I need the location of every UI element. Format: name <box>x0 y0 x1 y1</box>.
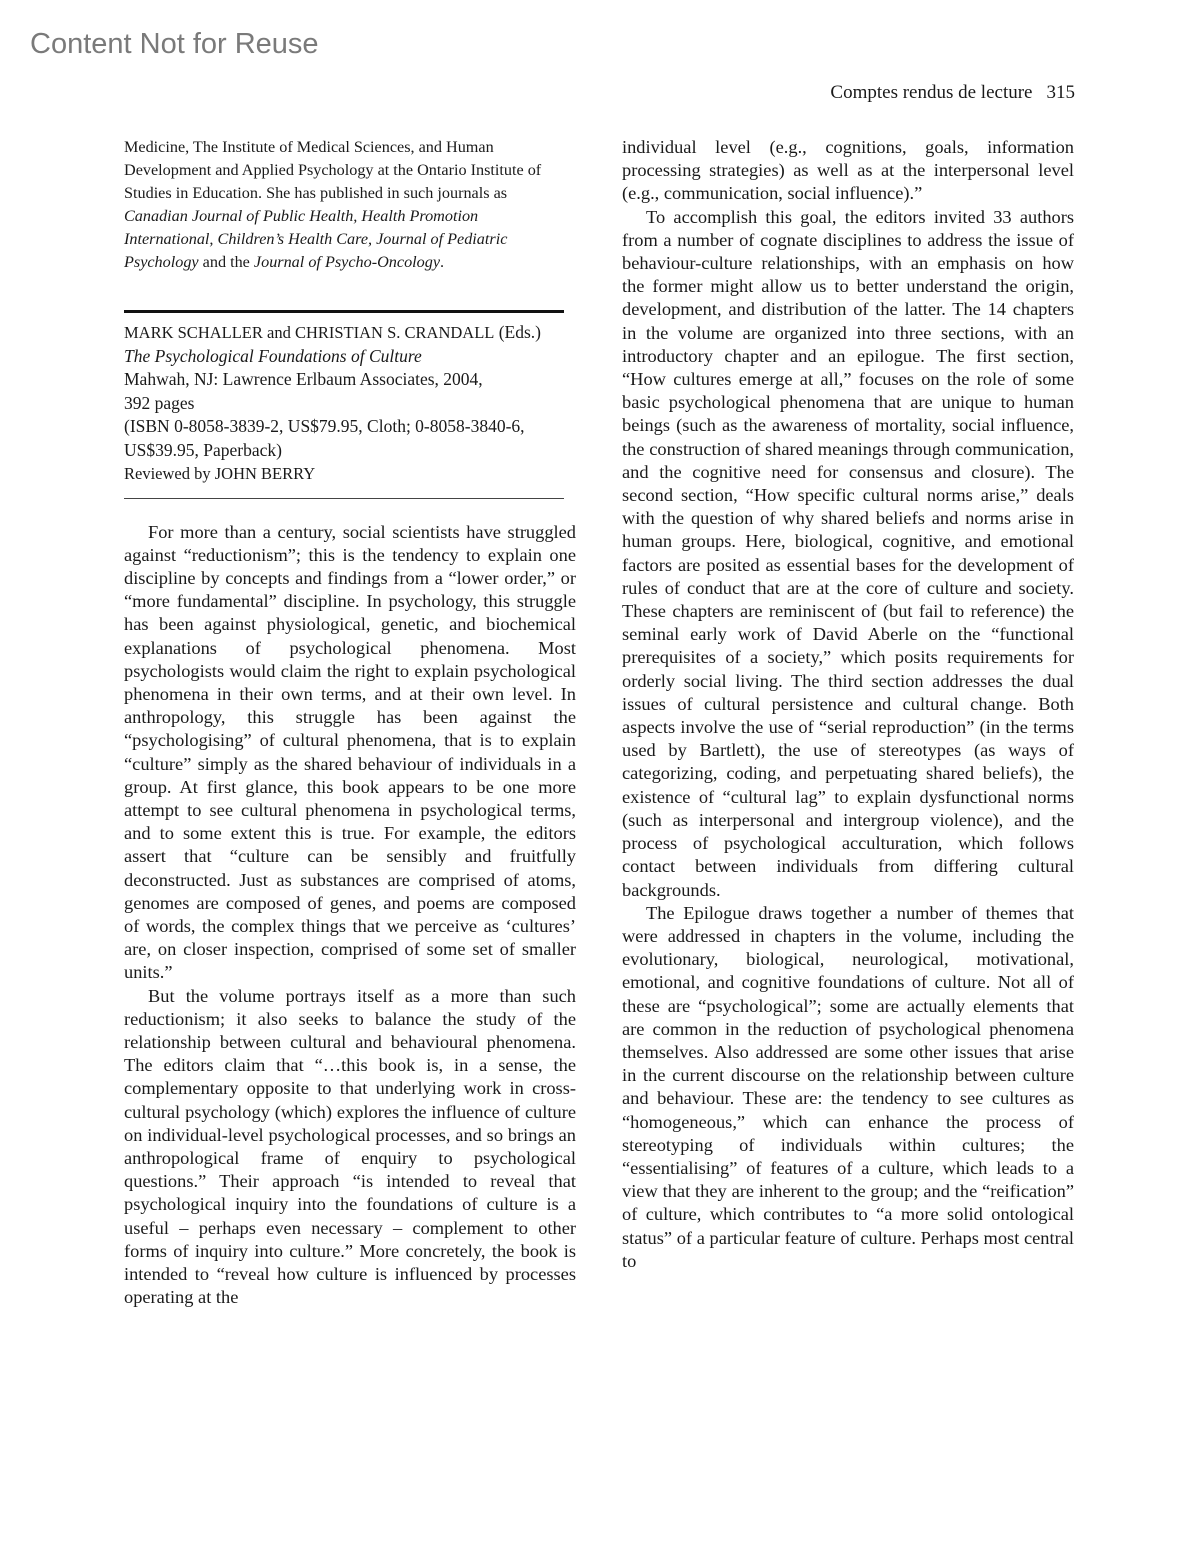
bio-text: Medicine, The Institute of Medical Sciences, and Human Development and Applied Psychology at the Ontario Institute of Studies in Education. She has published in such journals as <box>124 138 542 202</box>
page-number: 315 <box>1046 82 1075 103</box>
header-rule-top <box>124 310 564 313</box>
book-editors <box>124 321 576 345</box>
editors-names: MARK SCHALLER and CHRISTIAN S. CRANDALL <box>124 323 495 342</box>
editors-eds: (Eds.) <box>494 322 542 342</box>
paragraph: To accomplish this goal, the editors invited 33 authors from a number of cognate disciplines to address the issue of behaviour-culture relationships, with an emphasis on how the former might allow us to better understand the origin, development, and distribution of the latter. The 14 chapters in the volume are organized into three sections, with an introductory chapter and an epilogue. The first section, “How cultures emerge at all,” focuses on the role of some basic psychological phenomena that are unique to human beings (such as the awareness of mortality, social influence, the construction of shared meanings through communication, and the cognitive need for consensus and closure). The second section, “How specific cultural norms arise,” deals with the question of why shared beliefs and norms arise in human groups. Here, biological, cognitive, and emotional factors are posited as essential bases for the development of rules of conduct that are at the core of culture and society. These chapters are reminiscent of (but fail to reference) the seminal early work of David Aberle on the “functional prerequisites of a society,” which posits requirements for orderly social living. The third section addresses the dual issues of cultural persistence and cultural change. Both aspects involve the use of “serial reproduction” (in the terms used by Bartlett), the use of stereotypes (as ways of categorizing, coding, and perpetuating shared beliefs), the existence of “cultural lag” to explain dysfunctional norms (such as interpersonal and intergroup violence), and the process of psychological acculturation, which follows contact between individuals from differing cultural backgrounds. <box>622 206 1074 900</box>
book-title: The Psychological Foundations of Culture <box>124 345 422 366</box>
paragraph: The Epilogue draws together a number of themes that were addressed in chapters in the volume, including the evolutionary, biological, neurological, motivational, emotional, and cognitive foundations of culture. Not all of these are “psychological”; some are actually elements that are common in the reduction of psychological phenomena themselves. Also addressed are some other issues that arise in the current discourse on the relationship between culture and behaviour. These are: the tendency to see cultures as “homogeneous,” which can enhance the process of stereotyping of individuals within cultures; the “essentialising” of features of a culture, which leads to a view that they are inherent to the group; and the “reification” of culture, which contributes to “a more solid ontological status” of a particular feature of culture. Perhaps most central to <box>622 902 1074 1271</box>
paragraph: individual level (e.g., cognitions, goals, information processing strategies) as well as at the interpersonal level (e.g., communication, social influence).” <box>622 137 1074 204</box>
running-head <box>830 82 1075 104</box>
author-bio <box>124 136 564 274</box>
bio-and-the: and the <box>198 253 254 271</box>
paragraph: For more than a century, social scientists have struggled against “reductionism”; this is the tendency to explain one discipline by concepts and findings from a “lower order,” or “more fundamental” discipline. In psychology, this struggle has been against physiological, genetic, and biochemical explanations of psychological phenomena. Most psychologists would claim the right to explain psychological phenomena in their own terms, and at their own level. In anthropology, this struggle has been against the “psychologising” of cultural phenomena, that is to explain “culture” simply as the shared behaviour of individuals in a group. At first glance, this book appears to be one more attempt to see cultural phenomena in psychological terms, and to some extent this is true. For example, the editors assert that “culture can be sensibly and fruitfully deconstructed. Just as substances are comprised of atoms, genomes are composed of genes, and poems are composed of words, the complex things that we perceive as ‘cultures’ are, on closer inspection, comprised of some set of smaller units.” <box>124 521 576 983</box>
right-column <box>622 136 1074 1273</box>
review-header <box>124 321 576 486</box>
left-column <box>124 136 576 1309</box>
header-rule-bottom <box>124 498 564 499</box>
book-isbn: (ISBN 0-8058-3839-2, US$79.95, Cloth; 0-8058-3840-6, US$39.95, Paperback) <box>124 416 525 460</box>
watermark: Content Not for Reuse <box>30 28 319 60</box>
paragraph: But the volume portrays itself as a more than such reductionism; it also seeks to balance the study of the relationship between cultural and behavioural phenomena. The editors claim that “…this book is, in a sense, the complementary opposite to that underlying work in cross-cultural psychology (which) explores the influence of culture on individual-level psychological processes, and so brings an anthropological frame of enquiry to psychological questions.” Their approach “is intended to reveal that psychological inquiry into the foundations of culture is a useful – perhaps even necessary – complement to other forms of inquiry into culture.” More concretely, the book is intended to “reveal how culture is influenced by processes operating at the <box>124 985 576 1308</box>
bio-journals: Canadian Journal of Public Health, Health Promotion International, Children’s Health Care, Journal of Pediatric Psychology <box>124 207 508 271</box>
bio-end: . <box>440 253 445 271</box>
running-head-section: Comptes rendus de lecture <box>830 82 1033 103</box>
book-publisher: Mahwah, NJ: Lawrence Erlbaum Associates, 2004, <box>124 369 483 389</box>
bio-journal-2: Journal of Psycho-Oncology <box>253 253 441 271</box>
left-body <box>124 521 576 1310</box>
reviewer: Reviewed by JOHN BERRY <box>124 464 316 483</box>
book-pages: 392 pages <box>124 392 195 413</box>
